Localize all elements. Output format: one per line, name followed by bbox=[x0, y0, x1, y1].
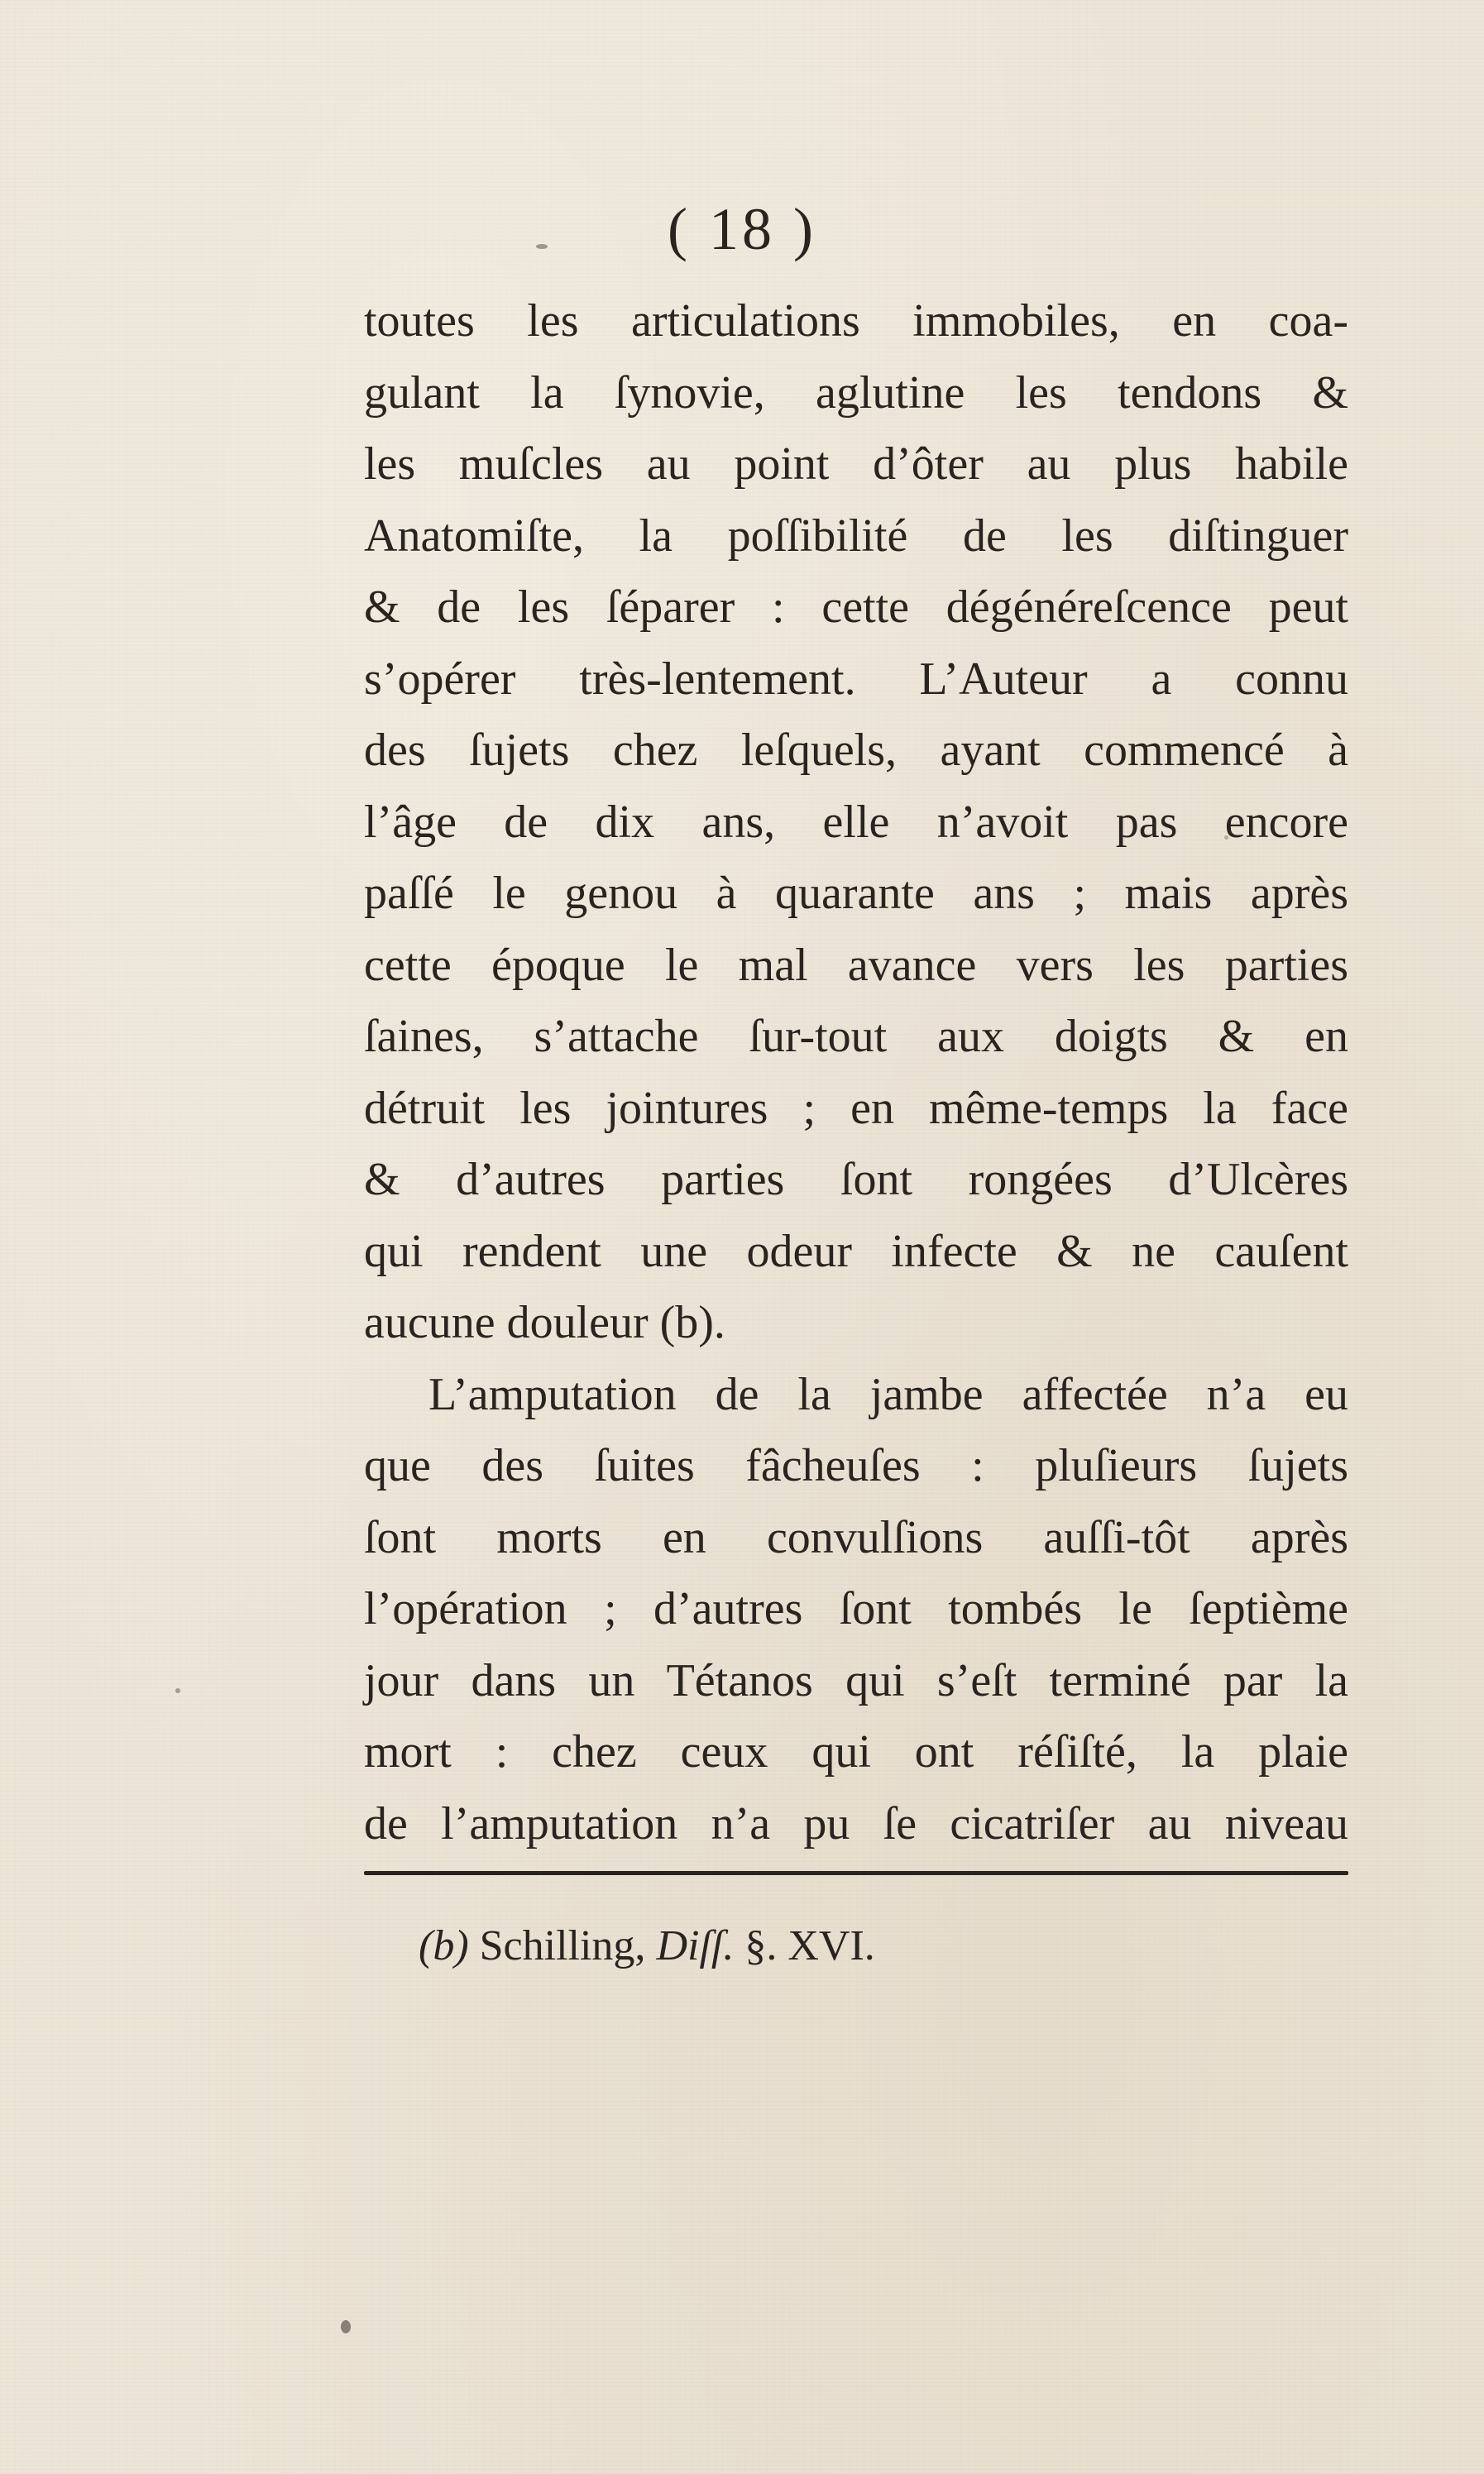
footnote bbox=[419, 1917, 875, 1975]
text-line: paſſé le genou à quarante ans ; mais après bbox=[364, 868, 1348, 919]
text-line: l’opération ; d’autres ſont tombés le ſeptième bbox=[364, 1583, 1348, 1634]
text-line: L’amputation de la jambe affectée n’a eu bbox=[428, 1368, 1348, 1420]
text-line: détruit les jointures ; en même-temps la face bbox=[364, 1082, 1348, 1134]
footnote-author: Schilling, bbox=[479, 1922, 646, 1969]
text-line: cette époque le mal avance vers les parties bbox=[364, 939, 1348, 991]
text-line: les muſcles au point d’ôter au plus habile bbox=[364, 438, 1348, 490]
ink-speck bbox=[1224, 835, 1228, 840]
ink-speck bbox=[341, 2320, 351, 2333]
text-line: que des ſuites fâcheuſes : pluſieurs ſujets bbox=[364, 1440, 1348, 1491]
footnote-section: §. XVI. bbox=[744, 1922, 875, 1969]
text-line: jour dans un Tétanos qui s’eſt terminé par la bbox=[364, 1654, 1348, 1706]
text-line: qui rendent une odeur infecte & ne cauſent bbox=[364, 1225, 1348, 1277]
text-line: l’âge de dix ans, elle n’avoit pas encore bbox=[364, 796, 1348, 848]
text-line: ſont morts en convulſions auſſi-tôt après bbox=[364, 1511, 1348, 1563]
text-line: toutes les articulations immobiles, en coa- bbox=[364, 295, 1348, 347]
ink-speck bbox=[175, 1688, 180, 1693]
page-number: ( 18 ) bbox=[668, 196, 816, 262]
text-line: mort : chez ceux qui ont réſiſté, la plaie bbox=[364, 1726, 1348, 1778]
text-line: aucune douleur (b). bbox=[364, 1297, 725, 1348]
text-line: ſaines, s’attache ſur-tout aux doigts & en bbox=[364, 1011, 1348, 1062]
ink-speck bbox=[536, 244, 548, 249]
footnote-marker: (b) bbox=[419, 1922, 469, 1969]
text-line: des ſujets chez leſquels, ayant commencé à bbox=[364, 725, 1348, 776]
text-line: gulant la ſynovie, aglutine les tendons & bbox=[364, 366, 1348, 419]
text-line: & d’autres parties ſont rongées d’Ulcères bbox=[364, 1154, 1348, 1205]
body-text bbox=[364, 285, 1348, 1859]
text-line: Anatomiſte, la poſſibilité de les diſtinguer bbox=[364, 510, 1348, 562]
footnote-divider bbox=[364, 1871, 1348, 1875]
text-line: & de les ſéparer : cette dégénéreſcence peut bbox=[364, 581, 1348, 633]
footnote-work: Diſſ. bbox=[656, 1922, 735, 1969]
text-line: de l’amputation n’a pu ſe cicatriſer au niveau bbox=[364, 1797, 1348, 1850]
text-line: s’opérer très-lentement. L’Auteur a connu bbox=[364, 653, 1348, 705]
